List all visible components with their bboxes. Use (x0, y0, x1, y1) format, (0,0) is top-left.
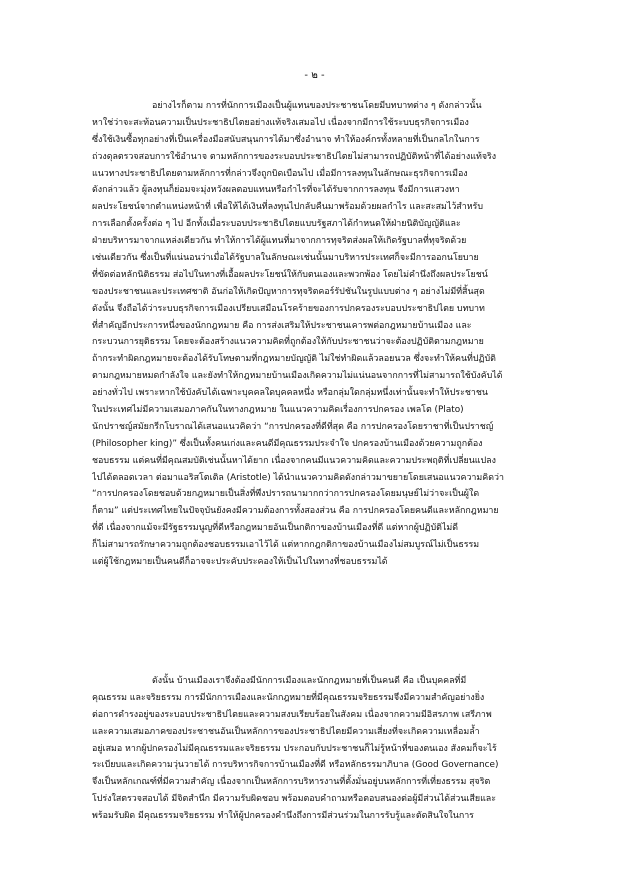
text-line: ดังนั้น จึงถือได้ว่าระบบธุรกิจการเมืองเปรียบเสมือนโรคร้ายของการปกครองระบอบประชาธิปไตย บทบาท (92, 303, 485, 314)
paragraph-2 (92, 673, 544, 825)
text-line: ในประเทศไม่มีความเสมอภาคกันในทางกฎหมาย ในแนวความคิดเรื่องการปกครอง เพลโต (Plato) (92, 405, 464, 416)
text-line: กระบวนการยุติธรรม โดยจะต้องสร้างแนวความคิดที่ถูกต้องให้กับประชาชนว่าจะต้องปฏิบัติตามกฎหมาย (92, 337, 484, 348)
text-line: ซึ่งใช้เงินซื้อทุกอย่างที่เป็นเครื่องมือสนับสนุนการได้มาซึ่งอำนาจ ทำให้องค์กรทั้งหลายที่เป็นกลไกในการ (92, 134, 480, 145)
text-line: ไปได้ตลอดเวลา ต่อมาแอริสโตเติล (Aristotle) ได้นำแนวความคิดดังกล่าวมาขยายโดยเสนอแนวความคิดว่า (92, 472, 504, 483)
text-line: ที่สำคัญอีกประการหนึ่งของนักกฎหมาย คือ การส่งเสริมให้ประชาชนเคารพต่อกฎหมายบ้านเมือง และ (92, 320, 472, 331)
text-line: ระเบียบและเกิดความวุ่นวายได้ การบริหารกิจการบ้านเมืองที่ดี หรือหลักธรรมาภิบาล (Good Governance) (92, 760, 499, 771)
text-line: อย่างไรก็ตาม การที่นักการเมืองเป็นผู้แทนของประชาชนโดยมีบทบาทต่าง ๆ ดังกล่าวนั้น (152, 101, 482, 111)
text-line: คุณธรรม และจริยธรรม การมีนักการเมืองและนักกฎหมายที่มีคุณธรรมจริยธรรมจึงมีความสำคัญอย่างยิ่ง (92, 692, 485, 703)
text-line: จึงเป็นหลักเกณฑ์ที่มีความสำคัญ เนื่องจากเป็นหลักการบริหารงานที่ตั้งมั่นอยู่บนหลักการที่เที่ยงธรรม สุจริต (92, 777, 491, 788)
text-line: ต่อการดำรงอยู่ของระบอบประชาธิปไตยและความสงบเรียบร้อยในสังคม เนื่องจากความมีอิสรภาพ เสรีภาพ (92, 709, 492, 720)
text-line: ของประชาชนและประเทศชาติ อันก่อให้เกิดปัญหาการทุจริตคอร์รัปชันในรูปแบบต่าง ๆ อย่างไม่มีที่สิ้นสุด (92, 286, 485, 297)
text-line: ดังกล่าวแล้ว ผู้ลงทุนก็ย่อมจะมุ่งหวังผลตอบแทนหรือกำไรที่จะได้รับจากการลงทุน จึงมีการแสวงหา (92, 185, 460, 196)
page-number: - ๒ - (304, 70, 325, 81)
text-line: ดังนั้น บ้านเมืองเราจึงต้องมีนักการเมืองและนักกฎหมายที่เป็นคนดี คือ เป็นบุคคลที่มี (152, 676, 467, 686)
text-line: ฝ่ายบริหารมาจากแหล่งเดียวกัน ทำให้การได้ผู้แทนที่มาจากการทุจริตส่งผลให้เกิดรัฐบาลที่ทุจริตด้วย (92, 236, 467, 247)
text-line: ผลประโยชน์จากตำแหน่งหน้าที่ เพื่อให้ได้เงินที่ลงทุนไปกลับคืนมาพร้อมด้วยผลกำไร และสะสมไว้สำหรับ (92, 202, 483, 213)
text-line: เช่นเดียวกัน ซึ่งเป็นที่แน่นอนว่าเมื่อได้รัฐบาลในลักษณะเช่นนั้นมาบริหารประเทศก็จะมีการออกนโยบาย (92, 253, 479, 264)
text-line: ชอบธรรม แต่คนที่มีคุณสมบัติเช่นนั้นหาได้ยาก เนื่องจากคนมีแนวความคิดและความประพฤติที่เปลี่ยนแปลง (92, 455, 496, 466)
text-line: (Philosopher king)” ซึ่งเป็นทั้งคนเก่งและคนดีมีคุณธรรมประจำใจ ปกครองบ้านเมืองด้วยความถูกต้อง (92, 438, 483, 449)
text-line: หาใช่ว่าจะสะท้อนความเป็นประชาธิปไตยอย่างแท้จริงเสมอไป เนื่องจากมีการใช้ระบบธุรกิจการเมือง (92, 117, 469, 128)
text-line: ก็ไม่สามารถรักษาความถูกต้องชอบธรรมเอาไว้ได้ แต่หากกฎกติกาของบ้านเมืองไม่สมบูรณ์ไม่เป็นธรรม (92, 540, 480, 551)
text-line: และความเสมอภาคของประชาชนอันเป็นหลักการของประชาธิปไตยมีความเสี่ยงที่จะเกิดความเหลื่อมล้ำ (92, 726, 480, 737)
text-line: ก็ตาม” แต่ประเทศไทยในปัจจุบันยังคงมีความต้องการทั้งสองส่วน คือ การปกครองโดยคนดีและหลักกฎหมาย (92, 506, 499, 517)
text-line: พร้อมรับผิด มีคุณธรรมจริยธรรม ทำให้ผู้ปกครองคำนึงถึงการมีส่วนร่วมในการรับรู้และตัดสินใจในการ (92, 811, 474, 822)
text-line: แต่ผู้ใช้กฎหมายเป็นคนดีก็อาจจะประคับประคองให้เป็นไปในทางที่ชอบธรรมได้ (92, 557, 388, 568)
paragraph-1 (92, 98, 544, 571)
text-line: อยู่เสมอ หากผู้ปกครองไม่มีคุณธรรมและจริยธรรม ประกอบกับประชาชนก็ไม่รู้หน้าที่ของตนเอง สังคมก็จะไร้ (92, 743, 497, 754)
text-line: ถ้ากระทำผิดกฎหมายจะต้องได้รับโทษตามที่กฎหมายบัญญัติ ไม่ใช่ทำผิดแล้วลอยนวล ซึ่งจะทำให้คนที่ปฏิบัติ (92, 354, 496, 365)
text-line: นักปราชญ์สมัยกรีกโบราณได้เสนอแนวคิดว่า “การปกครองที่ดีที่สุด คือ การปกครองโดยราชาที่เป็นปราชญ์ (92, 421, 494, 432)
text-line: การเลือกตั้งครั้งต่อ ๆ ไป อีกทั้งเมื่อระบอบประชาธิปไตยแบบรัฐสภาได้กำหนดให้ฝ่ายนิติบัญญัติและ (92, 219, 461, 230)
text-line: อย่างทั่วไป เพราะหากใช้บังคับได้เฉพาะบุคคลใดบุคคลหนึ่ง หรือกลุ่มใดกลุ่มหนึ่งเท่านั้นจะทำให้ประชาชน (92, 388, 488, 399)
text-line: ตามกฎหมายหมดกำลังใจ และยังทำให้กฎหมายบ้านเมืองเกิดความไม่แน่นอนจากการที่ไม่สามารถใช้บังคับได้ (92, 371, 503, 382)
text-line: โปร่งใสตรวจสอบได้ มีจิตสำนึก มีความรับผิดชอบ พร้อมตอบคำถามหรือตอบสนองต่อผู้มีส่วนได้ส่วนเสียและ (92, 794, 497, 805)
text-line: “การปกครองโดยชอบด้วยกฎหมายเป็นสิ่งที่พึงปรารถนามากกว่าการปกครองโดยมนุษย์ไม่ว่าจะเป็นผู้ใด (92, 489, 480, 500)
text-line: ถ่วงดุลตรวจสอบการใช้อำนาจ ตามหลักการของระบอบประชาธิปไตยไม่สามารถปฏิบัติหน้าที่ได้อย่างแท้จริง (92, 151, 497, 162)
text-line: ที่ดี เนื่องจากแม้จะมีรัฐธรรมนูญที่ดีหรือกฎหมายอันเป็นกติกาของบ้านเมืองที่ดี แต่หากผู้ปฏิบัติไม่ดี (92, 523, 458, 534)
text-line: ที่ขัดต่อหลักนิติธรรม ส่อไปในทางที่เอื้อผลประโยชน์ให้กับตนเองและพวกพ้อง โดยไม่คำนึงถึงผลประโยชน์ (92, 269, 488, 280)
text-line: แนวทางประชาธิปไตยตามหลักการที่กล่าวจึงถูกบิดเบือนไป เมื่อมีการลงทุนในลักษณะธุรกิจการเมือง (92, 168, 468, 179)
